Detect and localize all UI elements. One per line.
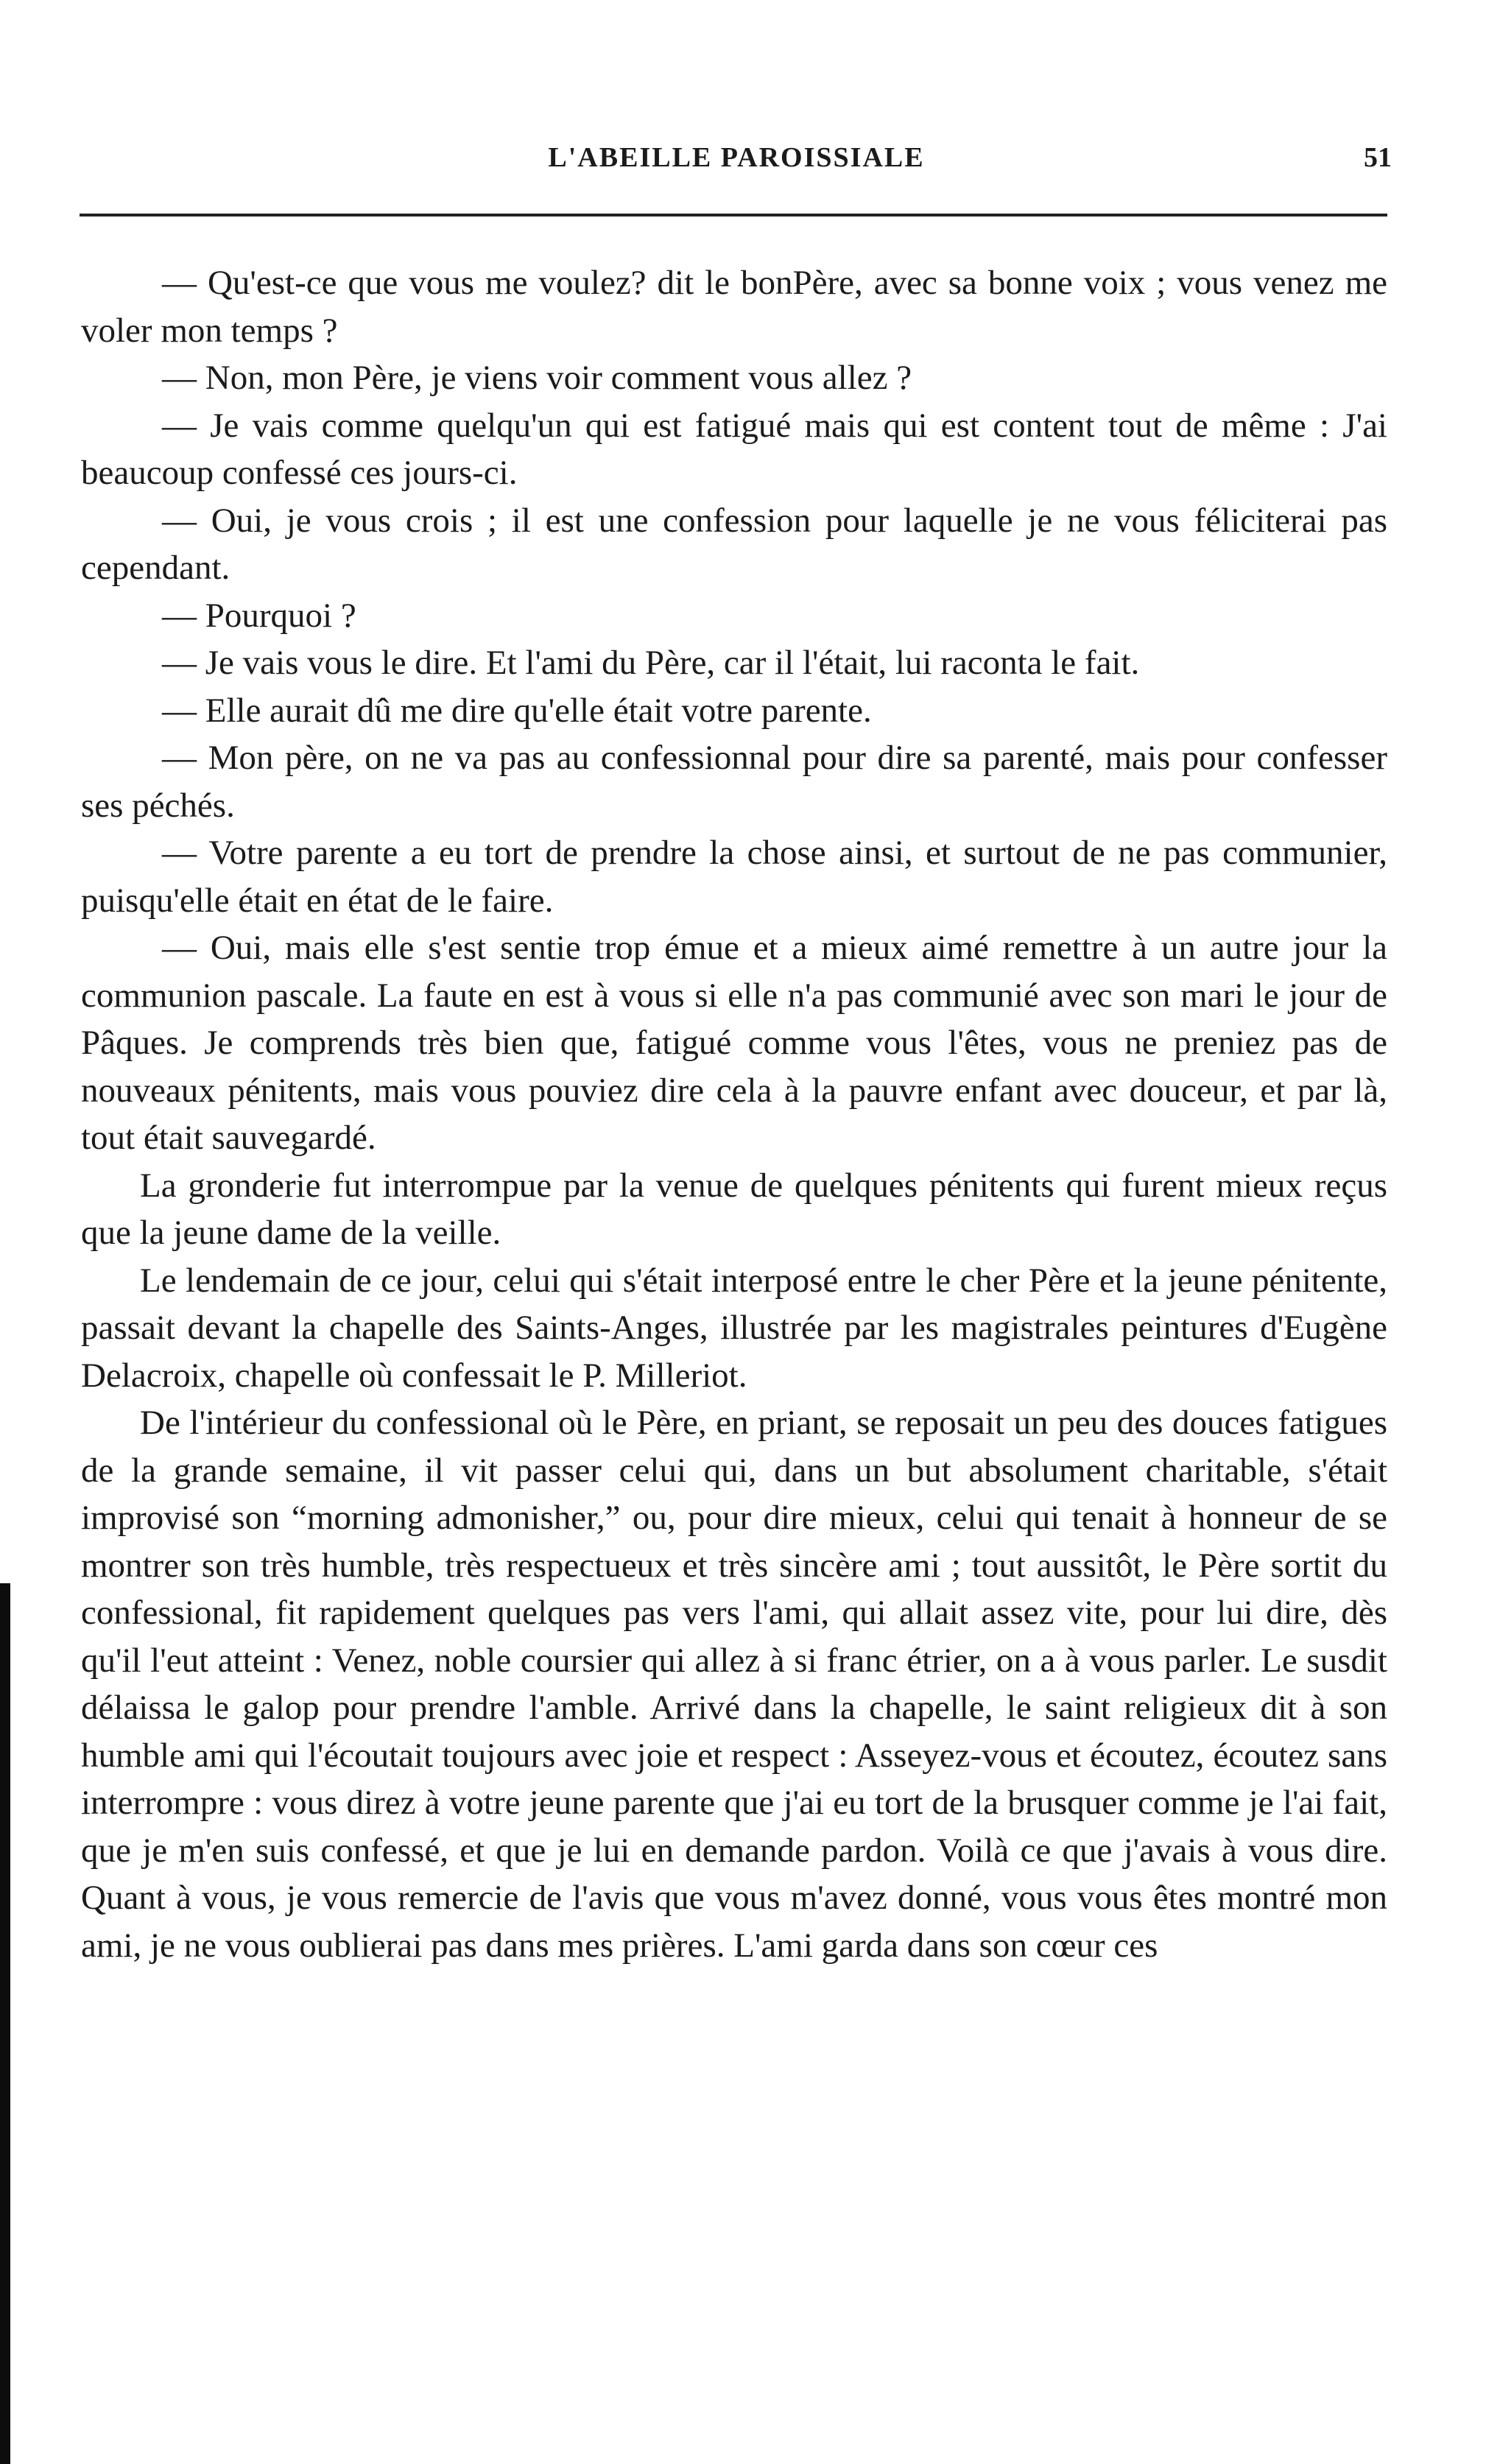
page-header: [81, 141, 1392, 186]
paragraph: La gronderie fut interrompue par la venue de quelques pénitents qui furent mieux reçus que la jeune dame de la veille.: [81, 1166, 1387, 1252]
paragraph: Le lendemain de ce jour, celui qui s'était interposé entre le cher Père et la jeune pénitente, passait devant la chapelle des Saints-Anges, illustrée par les magistrales peintures d'Eugène Delacroix, chapelle où confessait le P. Milleriot.: [81, 1261, 1387, 1395]
paragraph: — Votre parente a eu tort de prendre la chose ainsi, et surtout de ne pas communier, puisqu'elle était en état de le faire.: [81, 834, 1387, 920]
body-text: [81, 259, 1387, 1969]
running-title: L'ABEILLE PAROISSIALE: [548, 142, 925, 173]
page-number: 51: [1364, 142, 1392, 173]
binding-shadow: [0, 1583, 10, 2464]
paragraph: — Je vais vous le dire. Et l'ami du Père, car il l'était, lui raconta le fait.: [162, 644, 1140, 682]
header-rule: [80, 214, 1387, 217]
paragraph: De l'intérieur du confessional où le Père, en priant, se reposait un peu des douces fatigues de la grande semaine, il vit passer celui qui, dans un but absolument charitable, s'était improvisé son “morning admonisher,” ou, pour dire mieux, celui qui tenait à honneur de se montrer son très humble, très respectueux et très sincère ami ; tout aussitôt, le Père sortit du confessional, fit rapidement quelques pas vers l'ami, qui allait assez vite, pour lui dire, dès qu'il l'eut atteint : Venez, noble coursier qui allez à si franc étrier, on a à vous parler. Le susdit délaissa le galop pour prendre l'amble. Arrivé dans la chapelle, le saint religieux dit à son humble ami qui l'écoutait toujours avec joie et respect : Asseyez-vous et écoutez, écoutez sans interrompre : vous direz à votre jeune parente que j'ai eu tort de la brusquer comme je l'ai fait, que je m'en suis confessé, et que je lui en demande pardon. Voilà ce que j'avais à vous dire. Quant à vous, je vous remercie de l'avis que vous m'avez donné, vous vous êtes montré mon ami, je ne vous oublierai pas dans mes prières. L'ami garda dans son cœur ces: [81, 1404, 1387, 1965]
paragraph: — Mon père, on ne va pas au confessionnal pour dire sa parenté, mais pour confesser ses péchés.: [81, 739, 1387, 825]
paragraph: — Elle aurait dû me dire qu'elle était votre parente.: [162, 691, 872, 730]
paragraph: — Qu'est-ce que vous me voulez? dit le bonPère, avec sa bonne voix ; vous venez me voler mon temps ?: [81, 264, 1387, 350]
paragraph: — Je vais comme quelqu'un qui est fatigué mais qui est content tout de même : J'ai beaucoup confessé ces jours-ci.: [81, 406, 1387, 492]
paragraph: — Non, mon Père, je viens voir comment vous allez ?: [162, 359, 912, 397]
paragraph: — Pourquoi ?: [162, 596, 356, 635]
paragraph: — Oui, mais elle s'est sentie trop émue et a mieux aimé remettre à un autre jour la communion pascale. La faute en est à vous si elle n'a pas communié avec son mari le jour de Pâques. Je comprends très bien que, fatigué comme vous l'êtes, vous ne preniez pas de nouveaux pénitents, mais vous pouviez dire cela à la pauvre enfant avec douceur, et par là, tout était sauvegardé.: [81, 929, 1387, 1157]
paragraph: — Oui, je vous crois ; il est une confession pour laquelle je ne vous féliciterai pas cependant.: [81, 501, 1387, 587]
